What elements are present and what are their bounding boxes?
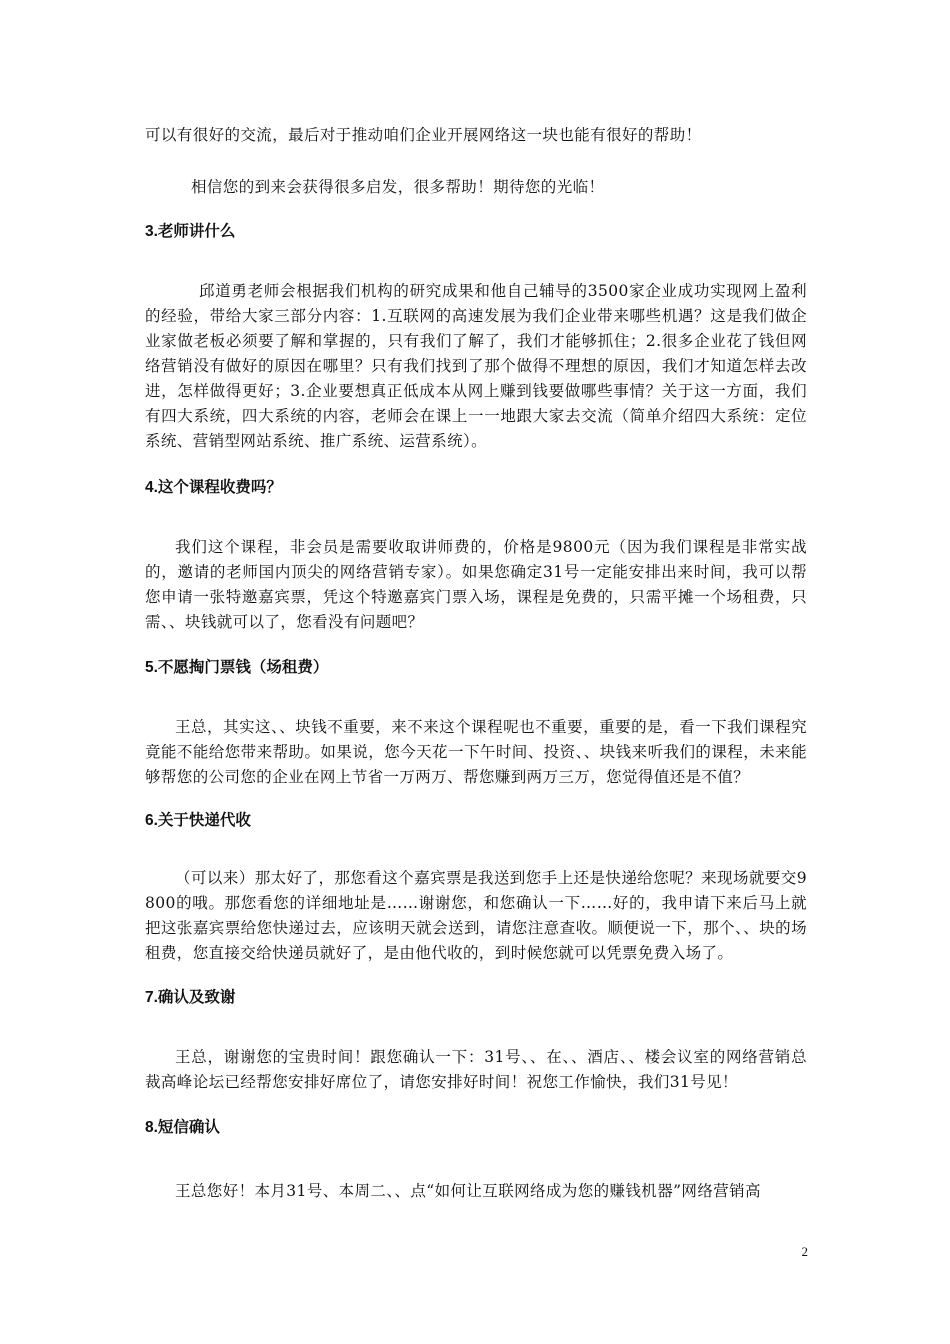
paragraph-text: 可以有很好的交流，最后对于推动咱们企业开展网络这一块也能有很好的帮助！ bbox=[145, 126, 702, 144]
paragraph-confirm bbox=[145, 1045, 807, 1095]
heading-text: 5.不愿掏门票钱（场租费） bbox=[145, 659, 329, 676]
heading-text: 4.这个课程收费吗？ bbox=[145, 479, 282, 496]
paragraph-text: 邱道勇老师会根据我们机构的研究成果和他自己辅导的3500家企业成功实现网上盈利的经验，带给大家三部分内容：1.互联网的高速发展为我们企业带来哪些机遇？这是我们做企业家做老板必须要了解和掌握的，只有我们了解了，我们才能够抓住；2.很多企业花了钱但网络营销没有做好的原因在哪里？只有我们找到了那个做得不理想的原因，我们才知道怎样去改进，怎样做得更好；3.企业要想真正低成本从网上赚到钱要做哪些事情？关于这一方面，我们有四大系统，四大系统的内容，老师会在课上一一地跟大家去交流（简单介绍四大系统：定位系统、营销型网站系统、推广系统、运营系统）。 bbox=[145, 282, 807, 450]
section-heading-6 bbox=[145, 810, 807, 832]
paragraph-express bbox=[145, 866, 807, 966]
paragraph-intro-end bbox=[145, 123, 807, 148]
heading-text: 7.确认及致谢 bbox=[145, 989, 236, 1006]
section-heading-7 bbox=[145, 987, 807, 1009]
page-number: 2 bbox=[801, 1244, 808, 1259]
paragraph-text: 相信您的到来会获得很多启发，很多帮助！期待您的光临！ bbox=[191, 178, 605, 196]
paragraph-teacher bbox=[145, 279, 807, 454]
paragraph-text: 王总您好！本月31号、本周二、、点“如何让互联网络成为您的赚钱机器”网络营销高 bbox=[175, 1182, 761, 1200]
paragraph-text: 王总，谢谢您的宝贵时间！跟您确认一下：31号、、在、、酒店、、楼会议室的网络营销总裁高峰论坛已经帮您安排好席位了，请您安排好时间！祝您工作愉快，我们31号见！ bbox=[145, 1048, 807, 1091]
paragraph-text: 王总，其实这、、块钱不重要，来不来这个课程呢也不重要，重要的是，看一下我们课程究竟能不能给您带来帮助。如果说，您今天花一下午时间、投资、、块钱来听我们的课程，未来能够帮您的公司您的企业在网上节省一万两万、帮您赚到两万三万，您觉得值还是不值？ bbox=[145, 718, 807, 786]
paragraph-unwilling bbox=[145, 715, 807, 790]
heading-text: 3.老师讲什么 bbox=[145, 223, 236, 240]
heading-text: 6.关于快递代收 bbox=[145, 812, 251, 829]
paragraph-welcome bbox=[145, 175, 807, 200]
paragraph-fee bbox=[145, 535, 807, 635]
paragraph-text: （可以来）那太好了，那您看这个嘉宾票是我送到您手上还是快递给您呢？来现场就要交9800的哦。那您看您的详细地址是……谢谢您，和您确认一下……好的，我申请下来后马上就把这张嘉宾票给您快递过去，应该明天就会送到，请您注意查收。顺便说一下，那个、、块的场租费，您直接交给快递员就好了，是由他代收的，到时候您就可以凭票免费入场了。 bbox=[145, 869, 807, 962]
paragraph-text: 我们这个课程，非会员是需要收取讲师费的，价格是9800元（因为我们课程是非常实战的，邀请的老师国内顶尖的网络营销专家）。如果您确定31号一定能安排出来时间，我可以帮您申请一张特邀嘉宾票，凭这个特邀嘉宾门票入场，课程是免费的，只需平摊一个场租费，只需、、块钱就可以了，您看没有问题吧？ bbox=[145, 538, 807, 631]
section-heading-4 bbox=[145, 477, 807, 499]
paragraph-sms bbox=[145, 1179, 807, 1204]
section-heading-8 bbox=[145, 1117, 807, 1139]
section-heading-3 bbox=[145, 221, 807, 243]
section-heading-5 bbox=[145, 657, 807, 679]
heading-text: 8.短信确认 bbox=[145, 1119, 220, 1136]
